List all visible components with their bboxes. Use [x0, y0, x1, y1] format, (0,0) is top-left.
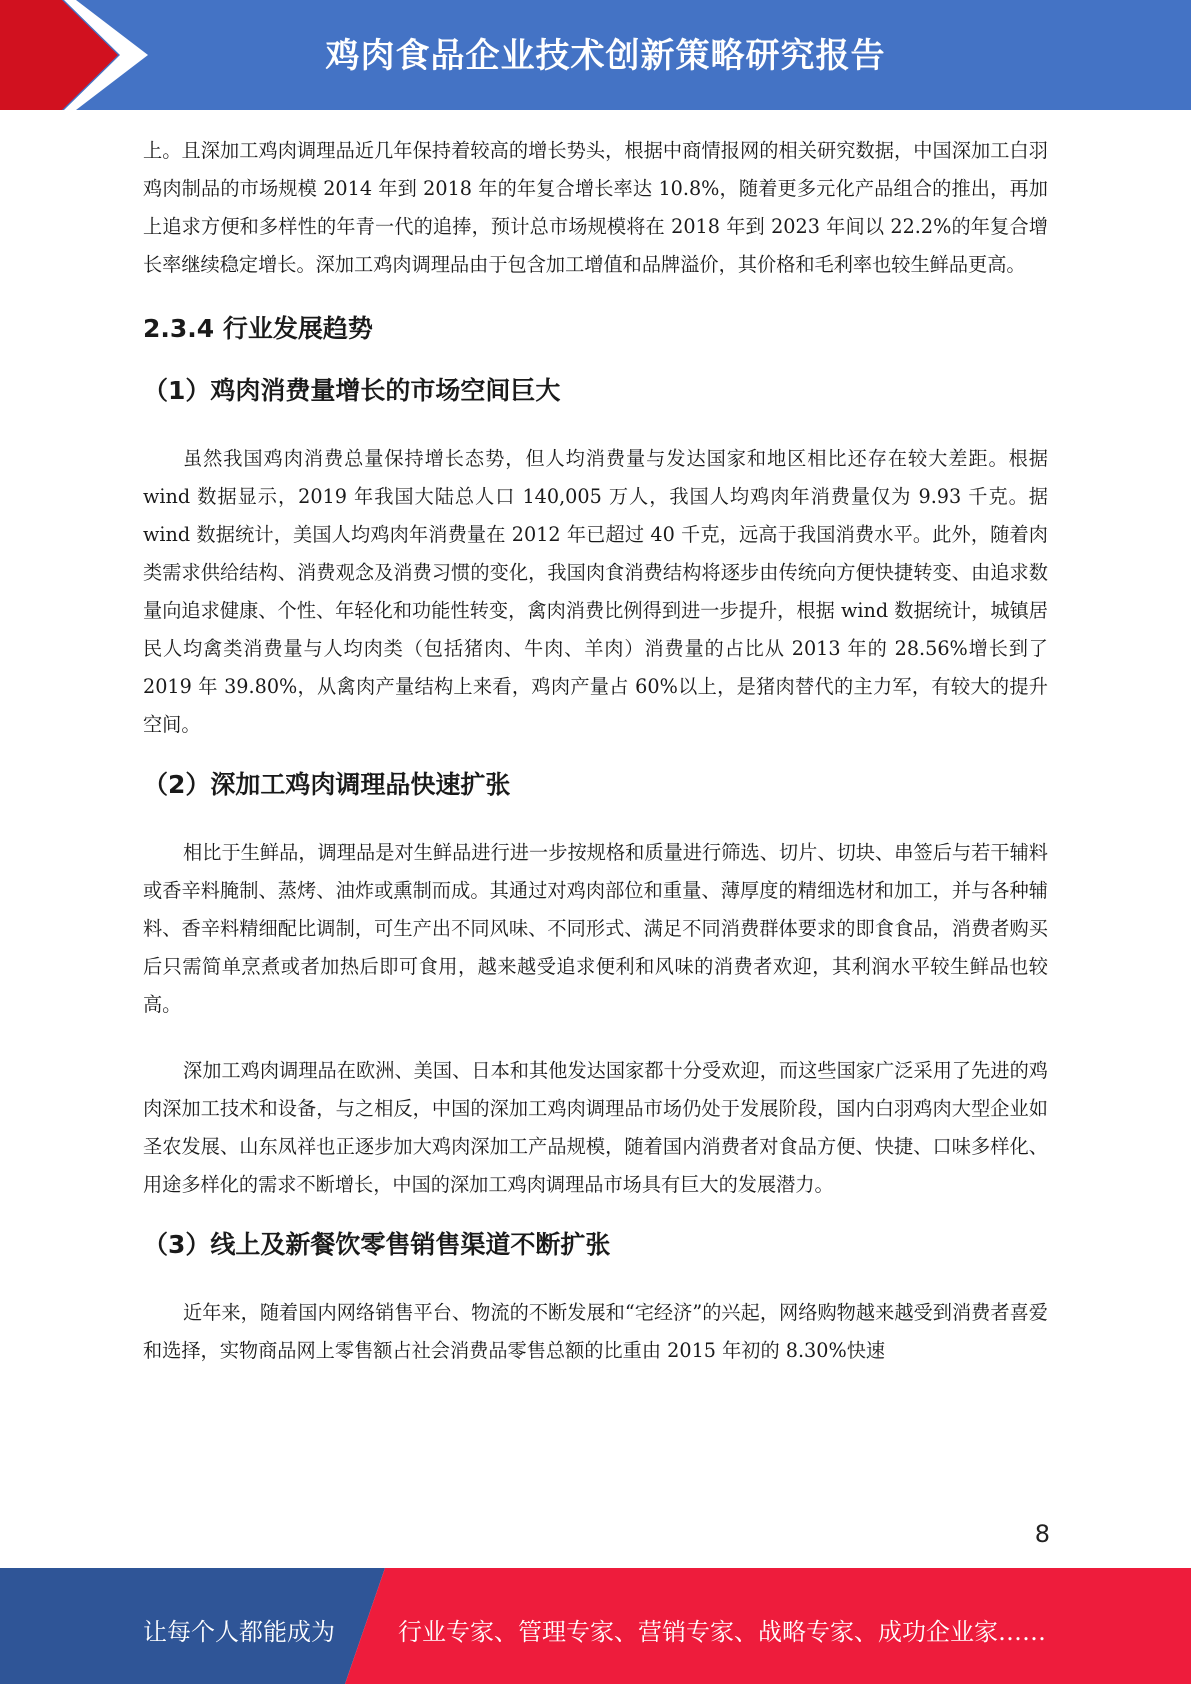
document-title: 鸡肉食品企业技术创新策略研究报告 — [325, 36, 886, 76]
body-paragraph: 近年来，随着国内网络销售平台、物流的不断发展和“宅经济”的兴起，网络购物越来越受到消费者喜爱和选择，实物商品网上零售额占社会消费品零售总额的比重由 2015 年初的 8.30%快速 — [143, 1301, 1048, 1362]
page-footer — [0, 1568, 1191, 1684]
page-header — [0, 0, 1191, 110]
page-content — [143, 132, 1048, 1370]
subsection-heading: （2）深加工鸡肉调理品快速扩张 — [143, 770, 511, 799]
body-paragraph: 上。且深加工鸡肉调理品近几年保持着较高的增长势头，根据中商情报网的相关研究数据，中国深加工白羽鸡肉制品的市场规模 2014 年到 2018 年的年复合增长率达 10.8%，随着更多元化产品组合的推出，再加上追求方便和多样性的年青一代的追捧，预计总市场规模将在 2018 年到 2023 年间以 22.2%的年复合增长率继续稳定增长。深加工鸡肉调理品由于包含加工增值和品牌溢价，其价格和毛利率也较生鲜品更高。 — [143, 139, 1048, 276]
footer-slogan-right: 行业专家、管理专家、营销专家、战略专家、成功企业家…… — [398, 1618, 1046, 1646]
body-paragraph: 虽然我国鸡肉消费总量保持增长态势，但人均消费量与发达国家和地区相比还存在较大差距。根据 wind 数据显示，2019 年我国大陆总人口 140,005 万人，我国人均鸡肉年消费量仅为 9.93 千克。据 wind 数据统计，美国人均鸡肉年消费量在 2012 年已超过 40 千克，远高于我国消费水平。此外，随着肉类需求供给结构、消费观念及消费习惯的变化，我国肉食消费结构将逐步由传统向方便快捷转变、由追求数量向追求健康、个性、年轻化和功能性转变，禽肉消费比例得到进一步提升，根据 wind 数据统计，城镇居民人均禽类消费量与人均肉类（包括猪肉、牛肉、羊肉）消费量的占比从 2013 年的 28.56%增长到了 2019 年 39.80%，从禽肉产量结构上来看，鸡肉产量占 60%以上，是猪肉替代的主力军，有较大的提升空间。 — [143, 447, 1048, 736]
body-paragraph: 相比于生鲜品，调理品是对生鲜品进行进一步按规格和质量进行筛选、切片、切块、串签后与若干辅料或香辛料腌制、蒸烤、油炸或熏制而成。其通过对鸡肉部位和重量、薄厚度的精细选材和加工，并与各种辅料、香辛料精细配比调制，可生产出不同风味、不同形式、满足不同消费群体要求的即食食品，消费者购买后只需简单烹煮或者加热后即可食用，越来越受追求便利和风味的消费者欢迎，其利润水平较生鲜品也较高。 — [143, 841, 1048, 1016]
subsection-heading: （1）鸡肉消费量增长的市场空间巨大 — [143, 376, 561, 405]
page-number: 8 — [1034, 1520, 1050, 1548]
section-heading: 2.3.4 行业发展趋势 — [143, 314, 373, 343]
footer-slogan-left: 让每个人都能成为 — [143, 1618, 335, 1646]
subsection-heading: （3）线上及新餐饮零售销售渠道不断扩张 — [143, 1230, 611, 1259]
body-paragraph: 深加工鸡肉调理品在欧洲、美国、日本和其他发达国家都十分受欢迎，而这些国家广泛采用了先进的鸡肉深加工技术和设备，与之相反，中国的深加工鸡肉调理品市场仍处于发展阶段，国内白羽鸡肉大型企业如圣农发展、山东凤祥也正逐步加大鸡肉深加工产品规模，随着国内消费者对食品方便、快捷、口味多样化、用途多样化的需求不断增长，中国的深加工鸡肉调理品市场具有巨大的发展潜力。 — [143, 1059, 1048, 1196]
